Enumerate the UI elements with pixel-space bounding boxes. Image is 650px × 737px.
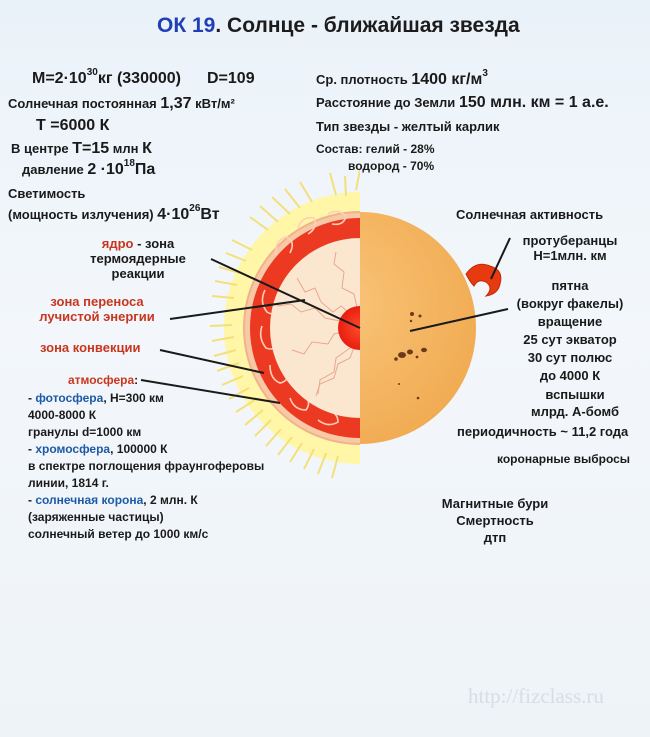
density-param: Ср. плотность 1400 $кг/м^3$: [316, 68, 488, 88]
granules-line: гранулы d=1000 км: [28, 425, 142, 439]
title-rest: . Солнце - ближайшая звезда: [215, 14, 520, 37]
solar-constant-param: Солнечная постоянная 1,37 кВт/м²: [8, 95, 235, 112]
fraunhofer-line-2: линии, 1814 г.: [28, 476, 109, 490]
center-temperature-param: В центре T=15 млн К: [11, 140, 152, 157]
photosphere-line: - фотосфера, H=300 км: [28, 391, 164, 405]
title-ok: ОК 19: [157, 14, 216, 37]
radiation-zone-label: зона переноса лучистой энергии: [39, 294, 155, 324]
watermark: http://fizclass.ru: [468, 684, 604, 708]
solar-wind-line: солнечный ветер до 1000 км/с: [28, 527, 209, 541]
pressure-param: давление $2 \cdot 10^{18}Па$: [22, 158, 156, 178]
flares-block: вспышки млрд. А-бомб: [531, 387, 619, 419]
periodicity: периодичность ~ 11,2 года: [457, 424, 629, 439]
core-label: ядро - зона термоядерные реакции: [90, 236, 186, 281]
corona-line: - солнечная корона, 2 млн. К: [28, 493, 198, 507]
effects-block: Магнитные бури Смертность дтп: [441, 496, 549, 545]
activity-title: Солнечная активность: [456, 207, 604, 222]
convection-zone-label: зона конвекции: [40, 340, 141, 355]
composition-helium: Состав: гелий - 28%: [316, 142, 435, 156]
star-type: Тип звезды - желтый карлик: [316, 119, 500, 134]
atmosphere-details: [28, 390, 264, 543]
charged-particles-line: (заряженные частицы): [28, 510, 164, 524]
composition-hydrogen: водород - 70%: [348, 159, 435, 173]
diameter-param: D=109: [207, 70, 255, 87]
luminosity-param: (мощность излучения) $4\cdot 10^{26}Вт$: [8, 203, 220, 223]
distance-param: Расстояние до Земли 150 млн. км = 1 а.е.: [316, 94, 609, 111]
atmosphere-label: атмосфера:: [68, 373, 139, 387]
photosphere-temp: 4000-8000 К: [28, 408, 97, 422]
mass-param: $M=2\cdot 10^{30}кг$ (330000): [32, 67, 181, 87]
chromosphere-line: - хромосфера, 100000 К: [28, 442, 168, 456]
luminosity-label: Светимость: [8, 186, 86, 201]
coronal-ejections: коронарные выбросы: [497, 452, 631, 466]
temperature-param: T =6000 К: [36, 117, 110, 134]
prominences-label: протуберанцы H=1млн. км: [522, 233, 618, 263]
fraunhofer-line-1: в спектре поглощения фраунгоферовы: [28, 459, 265, 473]
spots-block: пятна (вокруг факелы) вращение 25 сут экватор 30 сут полюс до 4000 К: [516, 278, 624, 383]
